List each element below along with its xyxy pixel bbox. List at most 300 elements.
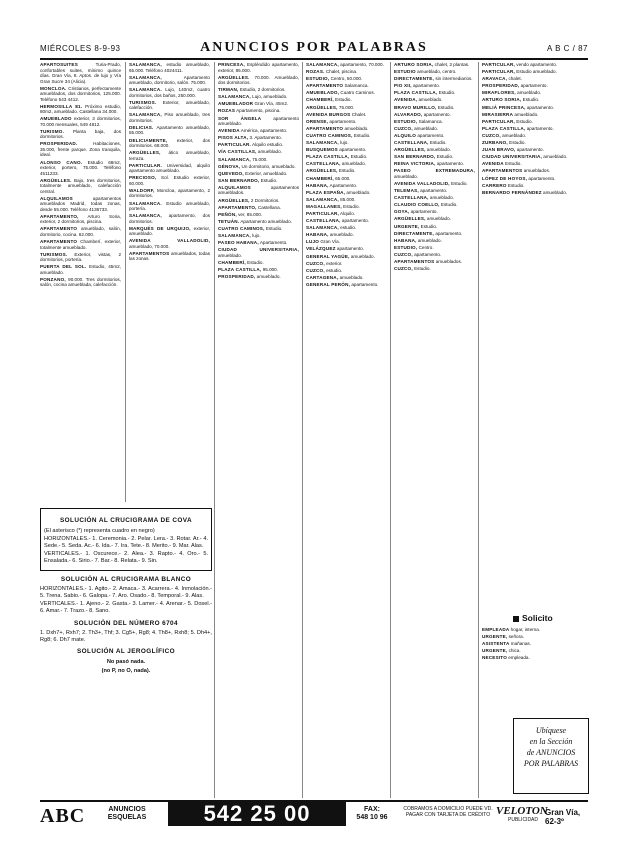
ad-keyword: AVENIDA, xyxy=(394,97,418,103)
ad-text: Estudio, 45m2, amueblado. xyxy=(40,264,121,275)
ad-keyword: SALAMANCA, xyxy=(129,213,162,219)
classified-ad xyxy=(394,83,475,89)
ad-text: apartamento, dos dormitorios. xyxy=(129,213,210,224)
classified-ad xyxy=(306,275,387,281)
ad-text: Estudio, 2 dormitorios. xyxy=(239,87,286,93)
ad-text: amueblado. xyxy=(339,274,364,280)
classified-ad xyxy=(218,219,299,225)
ad-keyword: APARTAMENTO xyxy=(40,226,78,232)
cova-verticals: VERTICALES.- 1. Oscurece.- 2. Alea.- 3. Rapto.- 4. Oro.- 5. Ensalada.- 6. Sirio.- 7. Bar.- 8. Relata.- 9. Sin. xyxy=(44,551,208,564)
ad-text: exterior. xyxy=(326,260,343,266)
classified-ad xyxy=(218,94,299,100)
ad-text: estudio. xyxy=(340,225,357,231)
classified-ad xyxy=(394,181,475,187)
ad-text: Castellana. xyxy=(257,204,281,210)
classified-ad xyxy=(306,90,387,96)
ad-keyword: SALAMANCA, xyxy=(306,225,339,231)
ad-keyword: CHAMBERÍ, xyxy=(306,175,334,181)
ad-keyword: PARTICULAR, xyxy=(306,210,339,216)
classified-ad xyxy=(218,116,299,127)
ad-text: empleada. xyxy=(508,655,530,661)
ad-text: amueblado. xyxy=(543,189,568,195)
ad-keyword: CIUDAD UNIVERSITARIA, xyxy=(482,154,543,160)
ad-text: Estudio. xyxy=(414,266,431,272)
classified-ad xyxy=(306,168,387,174)
ad-text: Gran Vía. xyxy=(320,239,341,245)
classified-ad xyxy=(394,119,475,125)
classified-ad xyxy=(394,231,475,237)
ad-keyword: AVENIDA VALLADOLID, xyxy=(394,181,450,186)
banner-anuncios: ANUNCIOS ESQUELAS xyxy=(107,806,147,821)
ad-keyword: CUZCO, xyxy=(306,267,325,273)
ad-text: Estudio. xyxy=(438,90,456,96)
banner-payment-note: COBRAMOS A DOMICILIO PUEDE VD. PAGAR CON TARJETA DE CRÉDITO xyxy=(403,806,493,818)
classified-ad xyxy=(306,97,387,103)
ad-text: chalet. xyxy=(508,76,522,82)
cova-note: (El asterisco (*) representa cuadro en negro) xyxy=(44,527,155,534)
ad-keyword: ALONSO CANO. xyxy=(40,159,83,165)
ad-keyword: JUAN BRAVO, xyxy=(482,147,516,153)
ad-keyword: ORENSE, xyxy=(306,118,329,124)
ad-keyword: CASTELLANA, xyxy=(306,161,341,167)
ad-text: amueblado, 70.000. xyxy=(129,243,170,249)
ad-text: Moncloa, apartamento, 2 dormitorios. xyxy=(129,187,210,199)
ad-keyword: CUZCO, xyxy=(394,125,413,131)
classified-ad xyxy=(394,266,475,272)
column-divider xyxy=(125,62,126,502)
classified-ad xyxy=(482,83,588,89)
ad-text: Apartamento. xyxy=(329,182,358,188)
ad-keyword: VÍA CASTILLAS, xyxy=(218,149,257,155)
ad-keyword: ALQUILAMOS xyxy=(40,195,73,201)
advert-banner xyxy=(40,800,588,828)
ad-text: Arturo Soria, exterior, 2 dormitorios, piscina. xyxy=(40,213,121,225)
ad-keyword: ASISTENTA xyxy=(482,641,510,647)
ad-column-5 xyxy=(394,62,475,798)
ad-text: exterior, amueblado. xyxy=(129,225,210,237)
blanco-horizontals: HORIZONTALES.- 1. Agito.- 2. Amaca.- 3. Acarrera.- 4. Inmolación.- 5. Trena. Sabio.- 6. Galopa.- 7. Aro. Osado.- 8. Temporal.- 9. Alas. xyxy=(40,586,212,599)
ad-column-2 xyxy=(129,62,210,502)
ad-text: amueblado, centro. xyxy=(417,69,457,75)
ad-keyword: SALAMANCA, xyxy=(218,94,251,100)
ad-keyword: ARGÜELLES. xyxy=(218,74,250,80)
ad-keyword: ESTUDIO, xyxy=(306,76,330,82)
ad-text: Chamberí, exterior, totalmente amueblado. xyxy=(40,239,121,250)
ad-text: apartamento. xyxy=(526,104,554,110)
classified-ad xyxy=(306,126,387,132)
ad-text: Estudio. xyxy=(451,181,468,186)
ad-keyword: HABANA, xyxy=(306,232,329,238)
puzzle-solutions xyxy=(40,508,212,676)
ad-keyword: AVENIDA BURGOS xyxy=(306,111,351,117)
ad-text: Sol. Estudio exterior, 60.000. xyxy=(129,175,210,186)
veloton-subtitle: PUBLICIDAD xyxy=(508,817,539,823)
ad-keyword: URGENTE, xyxy=(482,634,508,640)
classified-ad xyxy=(218,171,299,177)
rebus-title: SOLUCIÓN AL JEROGLÍFICO xyxy=(77,648,175,656)
ad-text: Apartamento, piscina. xyxy=(236,108,281,114)
ad-text: Lujo, 140m2, cuatro dormitorios, dos baños, 250.000. xyxy=(129,87,210,98)
classified-ad xyxy=(218,185,299,196)
ad-text: Estudio. xyxy=(350,154,368,160)
ad-keyword: PISOS ALTA, xyxy=(218,135,249,141)
ad-keyword: REINA VICTORIA, xyxy=(394,161,436,167)
classified-ad xyxy=(306,105,387,111)
classified-ad xyxy=(394,202,475,208)
classified-ad xyxy=(394,188,475,194)
ad-keyword: ARTURO SORIA, xyxy=(482,97,522,103)
classified-ad xyxy=(40,104,121,115)
ad-keyword: PROSPERIDAD, xyxy=(482,83,520,89)
ad-text: amueblados. xyxy=(523,168,551,174)
classified-ad xyxy=(129,112,210,123)
classified-ad xyxy=(129,226,210,237)
ad-text: apartamento. xyxy=(520,83,548,89)
classified-ad xyxy=(218,108,299,114)
ad-text: Universidad, alquilo apartamento amueblado. xyxy=(129,162,210,174)
ad-keyword: BERNARDO FERNÁNDEZ xyxy=(482,189,542,195)
classified-ad xyxy=(40,226,121,237)
classified-ad xyxy=(129,87,210,98)
classified-ad xyxy=(394,259,475,265)
ad-keyword: HABANA, xyxy=(306,182,329,188)
ad-keyword: ESTUDIO xyxy=(394,69,416,75)
classified-ad xyxy=(306,133,387,139)
ad-keyword: SALAMANCA, xyxy=(129,112,162,118)
classified-ad xyxy=(306,232,387,238)
classified-ad xyxy=(129,125,210,136)
classified-ad xyxy=(218,226,299,232)
ad-text: apartamento. xyxy=(414,251,442,257)
ad-keyword: ARAVACA, xyxy=(482,76,508,82)
ad-text: Estudio. xyxy=(247,259,264,265)
ad-keyword: TETUÁN. xyxy=(218,218,240,224)
classified-ad xyxy=(394,238,475,244)
classified-ad xyxy=(394,90,475,96)
ad-text: Estudio. xyxy=(338,168,356,174)
ad-text: amueblado. xyxy=(514,111,539,117)
ad-text: Turia-Prado, confortables suites, mínimo quince días. Gran Vía, 8. Aptos. de lujo y Vía Gran Sucre 34 (Alicia). xyxy=(40,62,121,84)
ad-text: amueblado. xyxy=(329,232,354,238)
ad-text: apartamento. xyxy=(436,161,464,167)
ad-text: amueblado. xyxy=(341,161,366,167)
ad-keyword: TURISMO. xyxy=(40,128,65,134)
classified-ad xyxy=(394,154,475,160)
ad-keyword: ARGÜELLES, xyxy=(306,104,338,110)
ad-keyword: ALVARADO, xyxy=(394,111,423,117)
classified-ad xyxy=(218,75,299,86)
classified-ad xyxy=(306,176,387,182)
ad-text: chica. xyxy=(508,648,521,654)
veloton-logo: VELOTON xyxy=(496,805,548,817)
ad-text: estudio. xyxy=(326,267,343,273)
promo-line: Ubíquese xyxy=(535,726,567,735)
ad-keyword: GENERAL YAGÜE, xyxy=(306,253,350,259)
ad-keyword: GENERAL PERÓN, xyxy=(306,281,351,287)
ad-text: apartamento. xyxy=(412,83,441,89)
classified-ad xyxy=(218,233,299,239)
ad-keyword: PROSPERIDAD. xyxy=(40,141,78,147)
classified-ad xyxy=(218,149,299,155)
classified-ad xyxy=(482,105,588,111)
ad-text: amueblado. xyxy=(426,216,451,222)
ad-text: 85.000. xyxy=(340,196,356,202)
ad-keyword: EMPLEADA xyxy=(482,627,510,632)
ad-text: apartamento. xyxy=(417,132,445,138)
ad-keyword: CASTELLANA, xyxy=(394,195,429,201)
ad-keyword: ARGÜELLES, xyxy=(394,216,426,222)
ad-keyword: HERMOSILLA 81. xyxy=(40,103,83,109)
cova-title: SOLUCIÓN AL CRUCIGRAMA DE COVA xyxy=(59,517,192,524)
classified-ad xyxy=(306,246,387,252)
ad-keyword: PARTICULAR, xyxy=(482,118,515,124)
ad-keyword: AVENIDA VALLADOLID, xyxy=(129,238,210,244)
ad-keyword: ESTUDIO, xyxy=(394,244,418,250)
classified-ad xyxy=(306,261,387,267)
classified-ad xyxy=(40,178,121,195)
ad-keyword: AVENIDA xyxy=(218,128,240,134)
ad-keyword: CASTELLANA, xyxy=(394,140,429,146)
ad-text: Estudio. xyxy=(265,225,283,231)
ad-text: amueblado. xyxy=(344,125,369,131)
ad-keyword: APARTAMENTO xyxy=(40,239,78,245)
ad-text: apartamento. xyxy=(516,147,544,153)
ad-text: amueblado. xyxy=(517,90,542,96)
ad-text: Alquilo. xyxy=(340,210,356,216)
ad-keyword: SALAMANCA, xyxy=(306,140,339,146)
ad-text: Centro. xyxy=(418,244,434,250)
ad-text: 70.000. Amueblado, dos dormitorios. xyxy=(218,74,299,86)
classified-ad xyxy=(40,160,121,177)
ad-keyword: CLAUDIO COELLO, xyxy=(394,202,440,208)
ad-text: Estudio. xyxy=(437,104,455,110)
abc-logo: ABC xyxy=(40,805,86,827)
ad-text: apartamento, 70.000. xyxy=(340,62,384,67)
ad-text: amueblados. xyxy=(435,259,463,265)
ad-keyword: MAGALLANES, xyxy=(306,203,342,209)
classified-ad xyxy=(306,190,387,196)
ad-keyword: CUATRO CAMINOS, xyxy=(306,132,353,138)
classified-ad xyxy=(129,213,210,224)
ad-keyword: GÉNOVA, xyxy=(218,163,241,169)
blanco-title: SOLUCIÓN AL CRUCIGRAMA BLANCO xyxy=(60,575,192,583)
ad-column-3 xyxy=(218,62,299,798)
classified-ad xyxy=(218,205,299,211)
ad-keyword: CUATRO CAMINOS, xyxy=(218,225,265,231)
ad-keyword: TURISMOS. xyxy=(40,251,68,257)
ad-keyword: DIRECTAMENTE, xyxy=(394,230,435,236)
ad-keyword: CUZCO, xyxy=(394,266,413,272)
ad-text: amueblado. xyxy=(543,154,568,160)
ad-text: Estudio. xyxy=(429,140,447,146)
ad-keyword: PLAZA CASTILLA, xyxy=(306,154,350,160)
classified-ad xyxy=(394,245,475,251)
classified-ad xyxy=(129,188,210,199)
ad-keyword: PARTICULAR, xyxy=(482,69,515,75)
classified-ad xyxy=(306,197,387,203)
ad-keyword: PRECIOSO, xyxy=(129,175,157,181)
classified-ad xyxy=(218,178,299,184)
square-bullet-icon xyxy=(513,616,519,622)
ad-text: 3. Apartamento. xyxy=(249,135,282,141)
ad-keyword: URGENTE, xyxy=(482,648,508,654)
ad-text: Gran Vía, 45m2. xyxy=(254,101,289,107)
ad-keyword: PROSPERIDAD, xyxy=(218,273,256,279)
ad-text: lujo. xyxy=(252,232,261,238)
ad-keyword: APARTOSUITES xyxy=(40,62,78,67)
classified-ad xyxy=(482,90,588,96)
classified-ad xyxy=(482,168,588,174)
classified-ad xyxy=(40,196,121,213)
section-title: ANUNCIOS POR PALABRAS xyxy=(200,40,428,55)
ad-keyword: AVENIDA xyxy=(482,161,504,167)
ad-keyword: ARGÜELLES, xyxy=(306,168,338,174)
ad-keyword: NECESITO xyxy=(482,655,507,661)
ad-text: Estudio. xyxy=(353,132,371,138)
ad-keyword: SALAMANCA, xyxy=(306,196,339,202)
ad-text: exterior, dos dormitorios. 68.000. xyxy=(129,137,210,149)
ad-text: Apartamento amueblado. xyxy=(240,218,292,224)
ad-keyword: ALQUILO xyxy=(394,132,417,138)
ad-keyword: SALAMANCA, xyxy=(129,62,162,67)
ad-keyword: DELICIAS. xyxy=(129,124,154,130)
ad-keyword: ZURBANO, xyxy=(482,140,508,146)
ad-text: exterior, 3 dormitorios, 70.000 mensuales, 549 4812. xyxy=(40,116,121,127)
ad-text: amueblado. xyxy=(346,189,371,195)
classified-ad xyxy=(482,62,588,68)
ad-keyword: TELEMAS, xyxy=(394,188,419,194)
ad-keyword: APARTAMENTOS xyxy=(394,259,435,265)
ad-text: apartamento. xyxy=(420,188,448,194)
ad-keyword: APARTAMENTO xyxy=(306,83,344,89)
classified-ad xyxy=(482,634,588,640)
ad-keyword: QUEVEDO, xyxy=(218,170,244,176)
ad-text: amueblado, salón, dormitorio, cocina. 62.000. xyxy=(40,226,121,237)
classified-ad xyxy=(129,238,210,249)
ad-keyword: PUERTA DEL SOL. xyxy=(40,264,87,270)
ad-text: apartamento. xyxy=(351,281,379,287)
classified-ad xyxy=(218,142,299,148)
ad-text: Apartamento. xyxy=(259,240,288,246)
ad-text: Espléndido apartamento, exterior, 85.000. xyxy=(218,62,299,73)
ad-text: Salamanca. xyxy=(344,83,369,89)
ad-keyword: BUSQUEMOS xyxy=(306,147,338,153)
ad-keyword: PIO XII, xyxy=(394,83,412,89)
ad-text: apartamentos amueblados. xyxy=(218,184,299,196)
ad-text: amueblado. xyxy=(394,173,419,179)
ad-keyword: BRAVO MURILLO, xyxy=(394,104,437,110)
ad-keyword: CUZCO, xyxy=(394,251,413,257)
ad-text: 65.000. xyxy=(335,175,351,181)
ad-keyword: GOYA, xyxy=(394,209,410,215)
ad-keyword: PLAZA ESPAÑA, xyxy=(306,189,346,195)
classified-ad xyxy=(394,224,475,230)
header-date: MIÉRCOLES 8-9-93 xyxy=(40,44,121,53)
ad-keyword: AMUEBLADO, xyxy=(306,90,340,96)
ad-text: amueblado. xyxy=(256,273,281,279)
ad-text: apartamento amueblado. xyxy=(218,115,299,127)
ad-keyword: AMUEBLADO xyxy=(40,116,72,122)
ad-keyword: ROZAS. xyxy=(306,69,325,75)
ad-text: hogar, interna. xyxy=(510,627,541,632)
classified-ad xyxy=(306,211,387,217)
classified-ad xyxy=(394,62,475,68)
ad-keyword: ARGÜELLES, xyxy=(394,147,426,153)
ad-keyword: APARTAMENTOS xyxy=(482,168,523,174)
ad-text: Próximo estudio, 80m2, amueblado. Castellana 34.000. xyxy=(40,103,121,115)
ad-text: Cristianos, perfectamente amueblados, dos dormitorios, 125.000. Teléfono 543 4412. xyxy=(40,85,121,102)
ad-text: apartamento. xyxy=(526,125,554,131)
classified-ad xyxy=(306,83,387,89)
ad-text: Un dormitorio, amueblado. xyxy=(241,163,296,169)
ad-keyword: SAN BERNARDO, xyxy=(218,177,260,183)
ad-keyword: ALQUILAMOS xyxy=(218,184,251,190)
ad-text: Planta baja, dos dormitorios. xyxy=(40,128,121,140)
classified-ad xyxy=(218,101,299,107)
classified-ad xyxy=(218,135,299,141)
classified-ad xyxy=(306,239,387,245)
ad-keyword: ARGÜELLES, xyxy=(129,150,161,156)
ad-text: Estudio 68m2, exterior, portero, 75.000. Teléfono 4511233. xyxy=(40,159,121,176)
classified-ad xyxy=(40,264,121,275)
classified-ad xyxy=(306,254,387,260)
ad-text: apartamento. xyxy=(423,111,451,117)
classified-ad xyxy=(482,76,588,82)
ad-keyword: PLAZA CASTILLA, xyxy=(218,266,262,272)
ad-text: lujo. xyxy=(340,140,349,146)
ad-text: Bajo, tres dormitorios, totalmente amueblado, calefacción central. xyxy=(40,177,121,194)
classified-ad xyxy=(40,252,121,263)
classified-ad xyxy=(129,163,210,174)
chess-solution: 1. Dxh7+, Rxh7; 2. Th3+, Thf; 3. Cg5+, Rg8; 4. Th8+, Rxh8; 5. Dh4+, Rg8; 6. Dh7 mate. xyxy=(40,630,212,643)
ad-keyword: APARTAMENTO, xyxy=(218,204,257,210)
ad-text: Estudio. xyxy=(335,97,352,103)
ad-keyword: CASTELLANA, xyxy=(306,218,341,224)
classified-ad xyxy=(306,147,387,153)
classified-ad xyxy=(306,282,387,288)
classified-ad xyxy=(394,112,475,118)
ad-text: apartamento. xyxy=(336,246,364,252)
ad-text: señora. xyxy=(508,634,524,640)
classified-ad xyxy=(306,161,387,167)
ad-text: Chalet. xyxy=(351,111,367,117)
ad-keyword: ESTUDIO, xyxy=(394,118,418,124)
ad-keyword: APARTAMENTOS xyxy=(129,250,170,256)
ad-text: amueblado. xyxy=(502,132,527,138)
classified-ad xyxy=(40,214,121,225)
classified-ad xyxy=(306,218,387,224)
ad-keyword: SALAMANCA, xyxy=(129,74,162,80)
ad-keyword: MIRAFLORES, xyxy=(482,90,516,96)
ad-keyword: CIUDAD UNIVERSITARIA, xyxy=(218,247,299,253)
classified-ad xyxy=(129,175,210,186)
ad-keyword: HABANA, xyxy=(394,237,417,243)
classified-ad xyxy=(306,204,387,210)
classified-ad xyxy=(394,209,475,215)
ad-text: apartamento. xyxy=(528,175,556,181)
classified-ad xyxy=(129,138,210,149)
ad-keyword: SALAMANCA, xyxy=(218,156,251,162)
ad-text: amueblado. xyxy=(257,149,282,155)
promo-line: de ANUNCIOS xyxy=(526,748,576,757)
ad-text: Exterior, vistas, 2 dormitorios, portería. xyxy=(40,251,121,263)
classified-ad xyxy=(394,76,475,82)
promo-line: en la Sección xyxy=(529,737,573,746)
banner-phone: 542 25 00 xyxy=(168,802,346,826)
classified-ad xyxy=(482,147,588,153)
ad-text: Habitaciones, 35.000, frente parque. Zona tranquila, ideal. xyxy=(40,141,121,158)
classified-ad xyxy=(40,116,121,127)
